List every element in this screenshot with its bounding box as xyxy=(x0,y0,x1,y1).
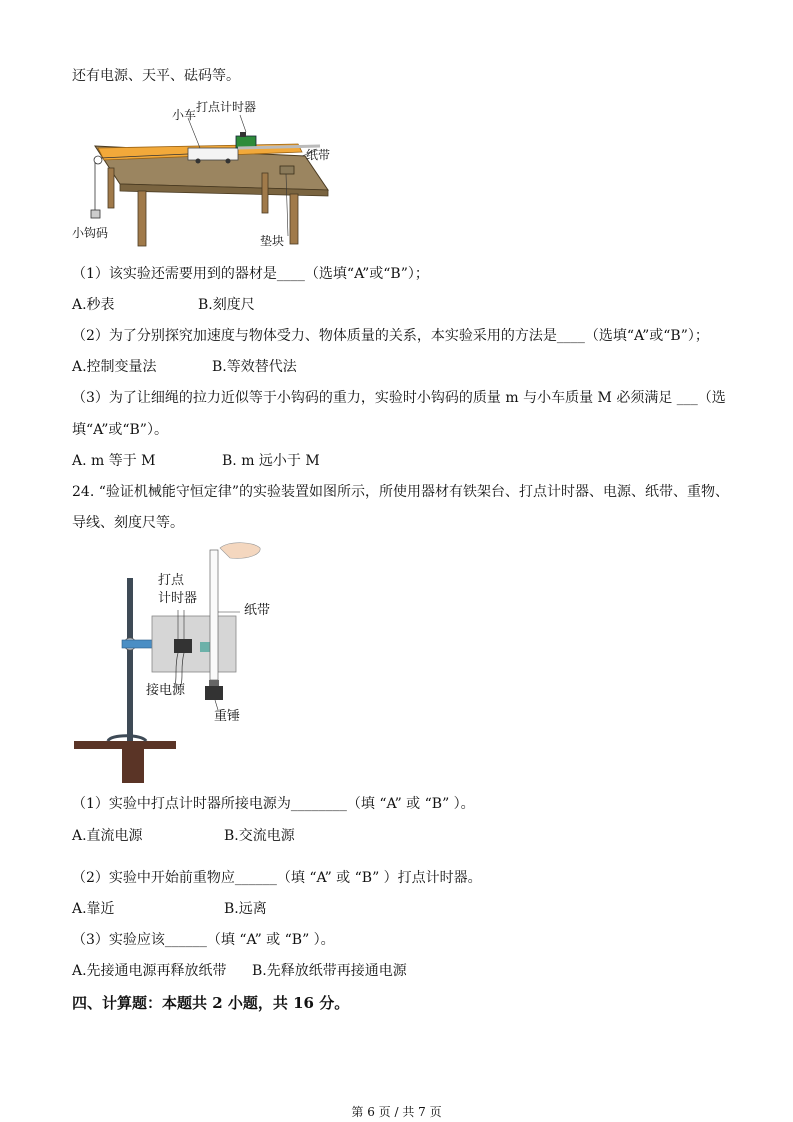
q23-part1: （1）该实验还需要用到的器材是____（选填“A”或“B”）； xyxy=(72,266,429,282)
q24-part1-option-a: A.直流电源 xyxy=(72,828,143,844)
label-block: 垫块 xyxy=(260,234,285,248)
q24-part1-option-b: B.交流电源 xyxy=(224,828,295,844)
label-power: 接电源 xyxy=(146,683,186,698)
q23-part3-line2: 填“A”或“B”）。 xyxy=(72,422,168,438)
q24-stem-line1: 24. “验证机械能守恒定律”的实验装置如图所示，所使用器材有铁架台、打点计时器、电源、纸带、重物、 xyxy=(72,484,730,500)
section-4-heading: 四、计算题：本题共 2 小题，共 16 分。 xyxy=(72,994,350,1012)
q23-part2-option-b: B.等效替代法 xyxy=(212,359,297,375)
label-tape: 纸带 xyxy=(244,603,271,618)
q24-stem-line2: 导线、刻度尺等。 xyxy=(72,515,184,531)
q23-part2: （2）为了分别探究加速度与物体受力、物体质量的关系，本实验采用的方法是____（选填“A”或“B”）； xyxy=(72,328,709,344)
page-footer: 第 6 页 / 共 7 页 xyxy=(351,1105,442,1119)
q24-part2-option-a: A.靠近 xyxy=(72,901,115,917)
figure-cart-experiment xyxy=(70,98,340,250)
q23-part3-option-a: A. m 等于 M xyxy=(72,453,156,469)
label-hook-weight: 小钩码 xyxy=(72,226,109,240)
q23-part2-option-a: A.控制变量法 xyxy=(72,359,157,375)
intro-text: 还有电源、天平、砝码等。 xyxy=(72,68,240,84)
q23-part1-option-b: B.刻度尺 xyxy=(198,297,255,313)
q24-part3: （3）实验应该______（填 “A” 或 “B” ）。 xyxy=(72,932,335,948)
q24-part2-option-b: B.远离 xyxy=(224,901,267,917)
label-car: 小车 xyxy=(172,108,197,122)
label-weight: 重锤 xyxy=(214,709,241,724)
q24-part1: （1）实验中打点计时器所接电源为________（填 “A” 或 “B” ）。 xyxy=(72,796,475,812)
label-timer-line1: 打点 xyxy=(158,573,185,588)
q24-part3-option-b: B.先释放纸带再接通电源 xyxy=(252,963,407,979)
q23-part3-option-b: B. m 远小于 M xyxy=(222,453,320,469)
q23-part3-line1: （3）为了让细绳的拉力近似等于小钩码的重力，实验时小钩码的质量 m 与小车质量 M 必须满足 ___（选 xyxy=(72,390,726,406)
cart-apparatus-illustration xyxy=(70,98,340,250)
label-timer-line2: 计时器 xyxy=(158,591,198,606)
label-tape: 纸带 xyxy=(306,148,331,162)
q24-part3-option-a: A.先接通电源再释放纸带 xyxy=(72,963,227,979)
label-timer: 打点计时器 xyxy=(196,100,257,114)
q23-part1-option-a: A.秒表 xyxy=(72,297,115,313)
figure-free-fall-apparatus xyxy=(70,538,290,788)
q24-part2: （2）实验中开始前重物应______（填 “A” 或 “B” ）打点计时器。 xyxy=(72,870,482,886)
